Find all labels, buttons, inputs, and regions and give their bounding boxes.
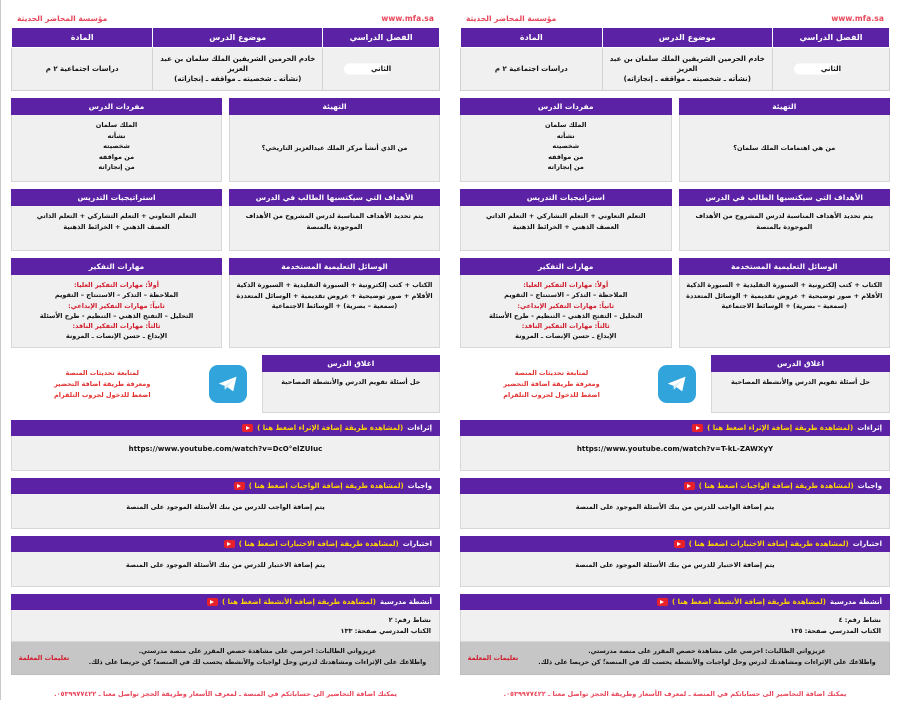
- activities-header[interactable]: [11, 594, 440, 610]
- panel-vocabulary: [11, 98, 222, 182]
- value-term: الثاني: [772, 48, 889, 91]
- youtube-icon[interactable]: [684, 482, 695, 490]
- activities-howto-link[interactable]: (لمشاهدة طريقة إضافة الأنشطة اضغط هنا ): [671, 598, 826, 607]
- vocab-item: الملك سلمان: [545, 121, 587, 130]
- panel-thinking-skills-title: مهارات التفكير: [11, 258, 222, 275]
- teacher-notes-line-1: عزيزواتي الطالبات: احرصي على مشاهدة حصص المقرر على منصة مدرستي.: [588, 648, 826, 656]
- enrichment-title: إثراءات: [857, 424, 882, 433]
- enrichment-title: إثراءات: [407, 424, 432, 433]
- row-closing-telegram: [11, 355, 440, 413]
- homework-header[interactable]: [11, 478, 440, 494]
- panel-thinking-skills: [460, 258, 672, 348]
- panel-strategies: [460, 189, 672, 251]
- telegram-caption: [11, 368, 194, 400]
- teacher-notes-label: تعليمات المعلمة: [467, 654, 519, 663]
- tests-title: اختبارات: [852, 540, 882, 549]
- panel-closing: [711, 355, 890, 413]
- skill-group-body: الملاحظة – التذكر – الاستنتاج – التقويم: [504, 291, 628, 300]
- panel-thinking-skills: [11, 258, 222, 348]
- enrichment-header[interactable]: [460, 420, 890, 436]
- panel-teaching-aids: [679, 258, 891, 348]
- strategies-line-2: العصف الذهني + الخرائط الذهنية: [63, 222, 170, 231]
- value-subject: دراسات اجتماعية ٢ م: [461, 48, 603, 91]
- section-enrichment: [460, 420, 890, 471]
- row-hook-vocabulary: [460, 98, 890, 182]
- activities-title: أنشطة مدرسية: [379, 598, 432, 607]
- header-topic: موضوع الدرس: [153, 28, 323, 48]
- header-topic: موضوع الدرس: [602, 28, 772, 48]
- panel-closing: [262, 355, 441, 413]
- vocab-item: من مواقفه: [548, 152, 584, 161]
- aids-line-1: الكتاب + كتب إلكترونية + السبورة التقليدية + السبورة الذكية: [236, 281, 433, 290]
- telegram-link[interactable]: [649, 365, 705, 403]
- section-activities: [11, 594, 440, 674]
- enrichment-howto-link[interactable]: (لمشاهدة طريقة إضافة الإثراء اضغط هنا ): [257, 424, 404, 433]
- tests-title: اختبارات: [402, 540, 432, 549]
- activity-number: نشاط رقم: ٢: [388, 616, 431, 625]
- panel-strategies-title: استراتيجيات التدريس: [11, 189, 222, 206]
- topic-line-1: خادم الحرمين الشريفين الملك سلمان بن عبد العزيز: [160, 55, 316, 74]
- aids-line-2: الأقلام + صور توضيحية + عروض تقديمية + الوسائل المتعددة: [686, 291, 883, 300]
- section-tests: [11, 536, 440, 587]
- homework-title: واجبات: [407, 482, 432, 491]
- header-subject: المادة: [461, 28, 603, 48]
- topic-line-2: (نشأته ـ شخصيته ـ مواقفه ـ إنجازاته): [623, 75, 751, 84]
- telegram-caption-line-2: ومعرفة طريقة اضافة التحضير: [54, 380, 151, 389]
- teacher-notes-line-2: واطلاعك على الإثراءات ومشاهدتك لدرس وحل لواجبات والأنشطة يحسب لك في المنصة؛ً كن حريصا على ذلك.: [88, 659, 427, 667]
- skill-group-body: التحليل – التفتح الذهني – التنظيم - طرح الأسئلة: [39, 311, 194, 320]
- section-homework: [460, 478, 890, 529]
- header-subject: المادة: [12, 28, 153, 48]
- homework-howto-link[interactable]: (لمشاهدة طريقة إضافة الواجبات اضغط هنا ): [698, 482, 854, 491]
- section-activities: [460, 594, 890, 674]
- youtube-icon[interactable]: [674, 540, 685, 548]
- panel-teaching-aids-body: [679, 275, 891, 348]
- teacher-notes-text: [76, 642, 439, 673]
- youtube-icon[interactable]: [224, 540, 235, 548]
- tests-header[interactable]: [460, 536, 890, 552]
- row-aids-thinking: [11, 258, 440, 348]
- lesson-info-table: [460, 27, 890, 91]
- panel-strategies: [11, 189, 222, 251]
- youtube-icon[interactable]: [207, 598, 218, 606]
- tests-body: يتم إضافة الاختبار للدرس من بنك الأسئلة الموجود على المنصة: [11, 552, 440, 587]
- lesson-info-table: [11, 27, 440, 91]
- panel-hook: [679, 98, 891, 182]
- panel-thinking-skills-title: مهارات التفكير: [460, 258, 672, 275]
- activities-title: أنشطة مدرسية: [829, 598, 882, 607]
- panel-teaching-aids: [229, 258, 440, 348]
- row-aids-thinking: [460, 258, 890, 348]
- panel-closing-title: اغلاق الدرس: [711, 355, 890, 372]
- panel-closing-body: حل أسئلة تقويم الدرس والأنشطة المصاحبة: [262, 372, 441, 413]
- teacher-notes-line-2: واطلاعك على الإثراءات ومشاهدتك لدرس وحل لواجبات والأنشطة يحسب لك في المنصة؛ً كن حريصا على ذلك.: [538, 659, 876, 667]
- panel-vocabulary-body: [460, 115, 672, 182]
- activity-book-page: الكتاب المدرسي صفحة: ١٣٣: [340, 626, 431, 635]
- panel-strategies-body: [11, 206, 222, 251]
- teacher-notes-row: [11, 642, 440, 674]
- table-value-row: [461, 48, 890, 91]
- row-closing-telegram: [460, 355, 890, 413]
- aids-line-1: الكتاب + كتب إلكترونية + السبورة التقليدية + السبورة الذكية: [686, 281, 883, 290]
- teacher-notes-row: [460, 642, 890, 674]
- strategies-line-2: العصف الذهني + الخرائط الذهنية: [512, 222, 619, 231]
- vocab-item: نشأته: [556, 131, 575, 140]
- panel-closing-body: حل أسئلة تقويم الدرس والأنشطة المصاحبة: [711, 372, 890, 413]
- panel-hook-title: التهيئة: [679, 98, 891, 115]
- homework-header[interactable]: [460, 478, 890, 494]
- aids-line-2: الأقلام + صور توضيحية + عروض تقديمية + الوسائل المتعددة: [236, 291, 433, 300]
- vocab-item: من إنجازاته: [98, 162, 135, 171]
- skill-group-head: أولاً: مهارات التفكير العليا:: [74, 281, 159, 290]
- panel-objectives-body: يتم تحديد الأهداف المناسبة لدرس المشروح من الأهداف الموجودة بالمنصة: [679, 206, 891, 251]
- aids-line-3: (سمعية – بصرية) + الوسائط الاجتماعية: [271, 302, 398, 311]
- panel-vocabulary-body: [11, 115, 222, 182]
- brand-row-left: [11, 14, 440, 27]
- topic-line-2: (نشأته ـ شخصيته ـ مواقفه ـ إنجازاته): [174, 75, 302, 84]
- homework-title: واجبات: [857, 482, 882, 491]
- telegram-caption-line-1: لمتابعة تحديثات المنصة: [514, 369, 589, 378]
- panel-thinking-skills-body: [460, 275, 672, 348]
- panel-objectives-body: يتم تحديد الأهداف المناسبة لدرس المشروح من الأهداف الموجودة بالمنصة: [229, 206, 440, 251]
- panel-vocabulary-title: مفردات الدرس: [11, 98, 222, 115]
- activity-number: نشاط رقم: ٤: [838, 616, 881, 625]
- panel-hook-body: من الذي أنشأ مركز الملك عبدالعزيز التاريخي؟: [229, 115, 440, 182]
- enrichment-howto-link[interactable]: (لمشاهدة طريقة إضافة الإثراء اضغط هنا ): [707, 424, 854, 433]
- youtube-icon[interactable]: [692, 424, 703, 432]
- value-topic: [153, 48, 323, 91]
- panel-objectives: [679, 189, 891, 251]
- teacher-notes-line-1: عزيزواتي الطالبات: احرصي على مشاهدة حصص المقرر على منصة مدرستي.: [138, 648, 377, 656]
- skill-group-head: ثالثاً: مهارات التفكير الناقد:: [72, 321, 161, 330]
- vocab-item: شخصيته: [552, 142, 580, 151]
- youtube-icon[interactable]: [657, 598, 668, 606]
- panel-strategies-body: [460, 206, 672, 251]
- activities-info: [460, 610, 890, 642]
- panel-strategies-title: استراتيجيات التدريس: [460, 189, 672, 206]
- brand-name: مؤسسة المحاضر الحديثة: [466, 14, 557, 23]
- panel-thinking-skills-body: [11, 275, 222, 348]
- tests-body: يتم إضافة الاختبار للدرس من بنك الأسئلة الموجود على المنصة: [460, 552, 890, 587]
- vocab-item: شخصيته: [103, 142, 130, 151]
- vocab-item: من إنجازاته: [547, 162, 584, 171]
- panel-vocabulary-title: مفردات الدرس: [460, 98, 672, 115]
- panel-hook-title: التهيئة: [229, 98, 440, 115]
- skill-group-head: ثانياً: مهارات التفكير الإبداعي:: [68, 301, 165, 310]
- youtube-icon[interactable]: [242, 424, 253, 432]
- header-term: الفصل الدراسي: [772, 28, 889, 48]
- table-value-row: [12, 48, 440, 91]
- panel-teaching-aids-body: [229, 275, 440, 348]
- homework-howto-link[interactable]: (لمشاهدة طريقة إضافة الواجبات اضغط هنا ): [248, 482, 404, 491]
- activities-header[interactable]: [460, 594, 890, 610]
- telegram-link[interactable]: [200, 365, 256, 403]
- aids-line-3: (سمعية – بصرية) + الوسائط الاجتماعية: [721, 302, 847, 311]
- footer-contact: يمكنك اضافة التحاضير الى حساباتكم في المنصة ـ لمعرف الأسعار وطريقة الحجز تواصل معنا ـ ٠٥٣٩٩٧٧٤٢٢.: [54, 689, 397, 698]
- panel-teaching-aids-title: الوسائل التعليمية المستخدمة: [229, 258, 440, 275]
- footer-contact: يمكنك اضافة التحاضير الى حساباتكم في المنصة ـ لمعرف الأسعار وطريقة الحجز تواصل معنا ـ ٠٥٣٩٩٧٧٤٢٢.: [503, 689, 847, 698]
- table-header-row: [12, 28, 440, 48]
- teacher-notes-text: [525, 642, 889, 673]
- skill-group-head: ثالثاً: مهارات التفكير الناقد:: [521, 321, 610, 330]
- tests-howto-link[interactable]: (لمشاهدة طريقة إضافة الاختبارات اضغط هنا ): [238, 540, 399, 549]
- brand-row-right: [460, 14, 890, 27]
- value-term: الثاني: [323, 48, 440, 91]
- enrichment-body: [11, 436, 440, 471]
- panel-objectives: [229, 189, 440, 251]
- brand-url[interactable]: www.mfa.sa: [381, 14, 434, 23]
- teacher-notes-label: تعليمات المعلمة: [18, 654, 70, 663]
- telegram-caption-line-2: ومعرفة طريقة اضافة التحضير: [503, 380, 600, 389]
- tests-howto-link[interactable]: (لمشاهدة طريقة إضافة الاختبارات اضغط هنا ): [688, 540, 849, 549]
- vocab-item: نشأته: [107, 131, 126, 140]
- strategies-line-1: التعلم التعاوني + التعلم التشاركي + التعلم الذاتي: [485, 212, 646, 221]
- panel-hook-body: من هي اهتمامات الملك سلمان؟: [679, 115, 891, 182]
- telegram-caption-line-3: اضغط للدخول لجروب التلقرام: [503, 390, 600, 399]
- panel-teaching-aids-title: الوسائل التعليمية المستخدمة: [679, 258, 891, 275]
- section-homework: [11, 478, 440, 529]
- skill-group-body: الإبداع ـ حسن الإنصات ـ المرونة: [515, 331, 617, 340]
- table-header-row: [461, 28, 890, 48]
- skill-group-body: الملاحظة – التذكر – الاستنتاج – التقويم: [54, 291, 179, 300]
- skill-group-head: أولاً: مهارات التفكير العليا:: [523, 281, 609, 290]
- enrichment-body: [460, 436, 890, 471]
- vocab-item: من مواقفه: [98, 152, 135, 161]
- activities-info: [11, 610, 440, 642]
- panel-vocabulary: [460, 98, 672, 182]
- skill-group-head: ثانياً: مهارات التفكير الإبداعي:: [517, 301, 615, 310]
- homework-body: يتم إضافة الواجب للدرس من بنك الأسئلة الموجود على المنصة: [460, 494, 890, 529]
- enrichment-url[interactable]: https://www.youtube.com/watch?v=DcO°elZUIuc: [128, 445, 323, 454]
- value-subject: دراسات اجتماعية ٢ م: [12, 48, 153, 91]
- panel-objectives-title: الأهداف التي سيكتسبها الطالب في الدرس: [229, 189, 440, 206]
- tests-header[interactable]: [11, 536, 440, 552]
- header-term: الفصل الدراسي: [323, 28, 440, 48]
- telegram-caption: [460, 368, 643, 400]
- telegram-icon[interactable]: [658, 365, 696, 403]
- row-hook-vocabulary: [11, 98, 440, 182]
- enrichment-url[interactable]: https://www.youtube.com/watch?v=T-kL-ZAWXyY: [576, 445, 774, 454]
- brand-name: مؤسسة المحاضر الحديثة: [17, 14, 108, 23]
- vocab-item: الملك سلمان: [95, 121, 138, 130]
- section-enrichment: [11, 420, 440, 471]
- activity-book-page: الكتاب المدرسي صفحة: ١٣٥: [790, 626, 881, 635]
- enrichment-header[interactable]: [11, 420, 440, 436]
- activities-howto-link[interactable]: (لمشاهدة طريقة إضافة الأنشطة اضغط هنا ): [221, 598, 376, 607]
- youtube-icon[interactable]: [234, 482, 245, 490]
- brand-url[interactable]: www.mfa.sa: [831, 14, 884, 23]
- telegram-caption-line-1: لمتابعة تحديثات المنصة: [65, 369, 139, 378]
- skill-group-body: التحليل – التفتح الذهني – التنظيم - طرح الأسئلة: [488, 311, 643, 320]
- value-topic: [602, 48, 772, 91]
- topic-line-1: خادم الحرمين الشريفين الملك سلمان بن عبد العزيز: [609, 55, 765, 74]
- row-objectives-strategies: [460, 189, 890, 251]
- lesson-plan-card-left: [0, 0, 450, 700]
- panel-hook: [229, 98, 440, 182]
- strategies-line-1: التعلم التعاوني + التعلم التشاركي + التعلم الذاتي: [36, 212, 197, 221]
- telegram-icon[interactable]: [209, 365, 247, 403]
- skill-group-body: الإبداع ـ حسن الإنصات ـ المرونة: [65, 331, 168, 340]
- row-objectives-strategies: [11, 189, 440, 251]
- homework-body: يتم إضافة الواجب للدرس من بنك الأسئلة الموجود على المنصة: [11, 494, 440, 529]
- section-tests: [460, 536, 890, 587]
- panel-objectives-title: الأهداف التي سيكتسبها الطالب في الدرس: [679, 189, 891, 206]
- panel-closing-title: اغلاق الدرس: [262, 355, 441, 372]
- lesson-plan-card-right: [450, 0, 900, 700]
- telegram-caption-line-3: اضغط للدخول لجروب التلقرام: [53, 390, 151, 399]
